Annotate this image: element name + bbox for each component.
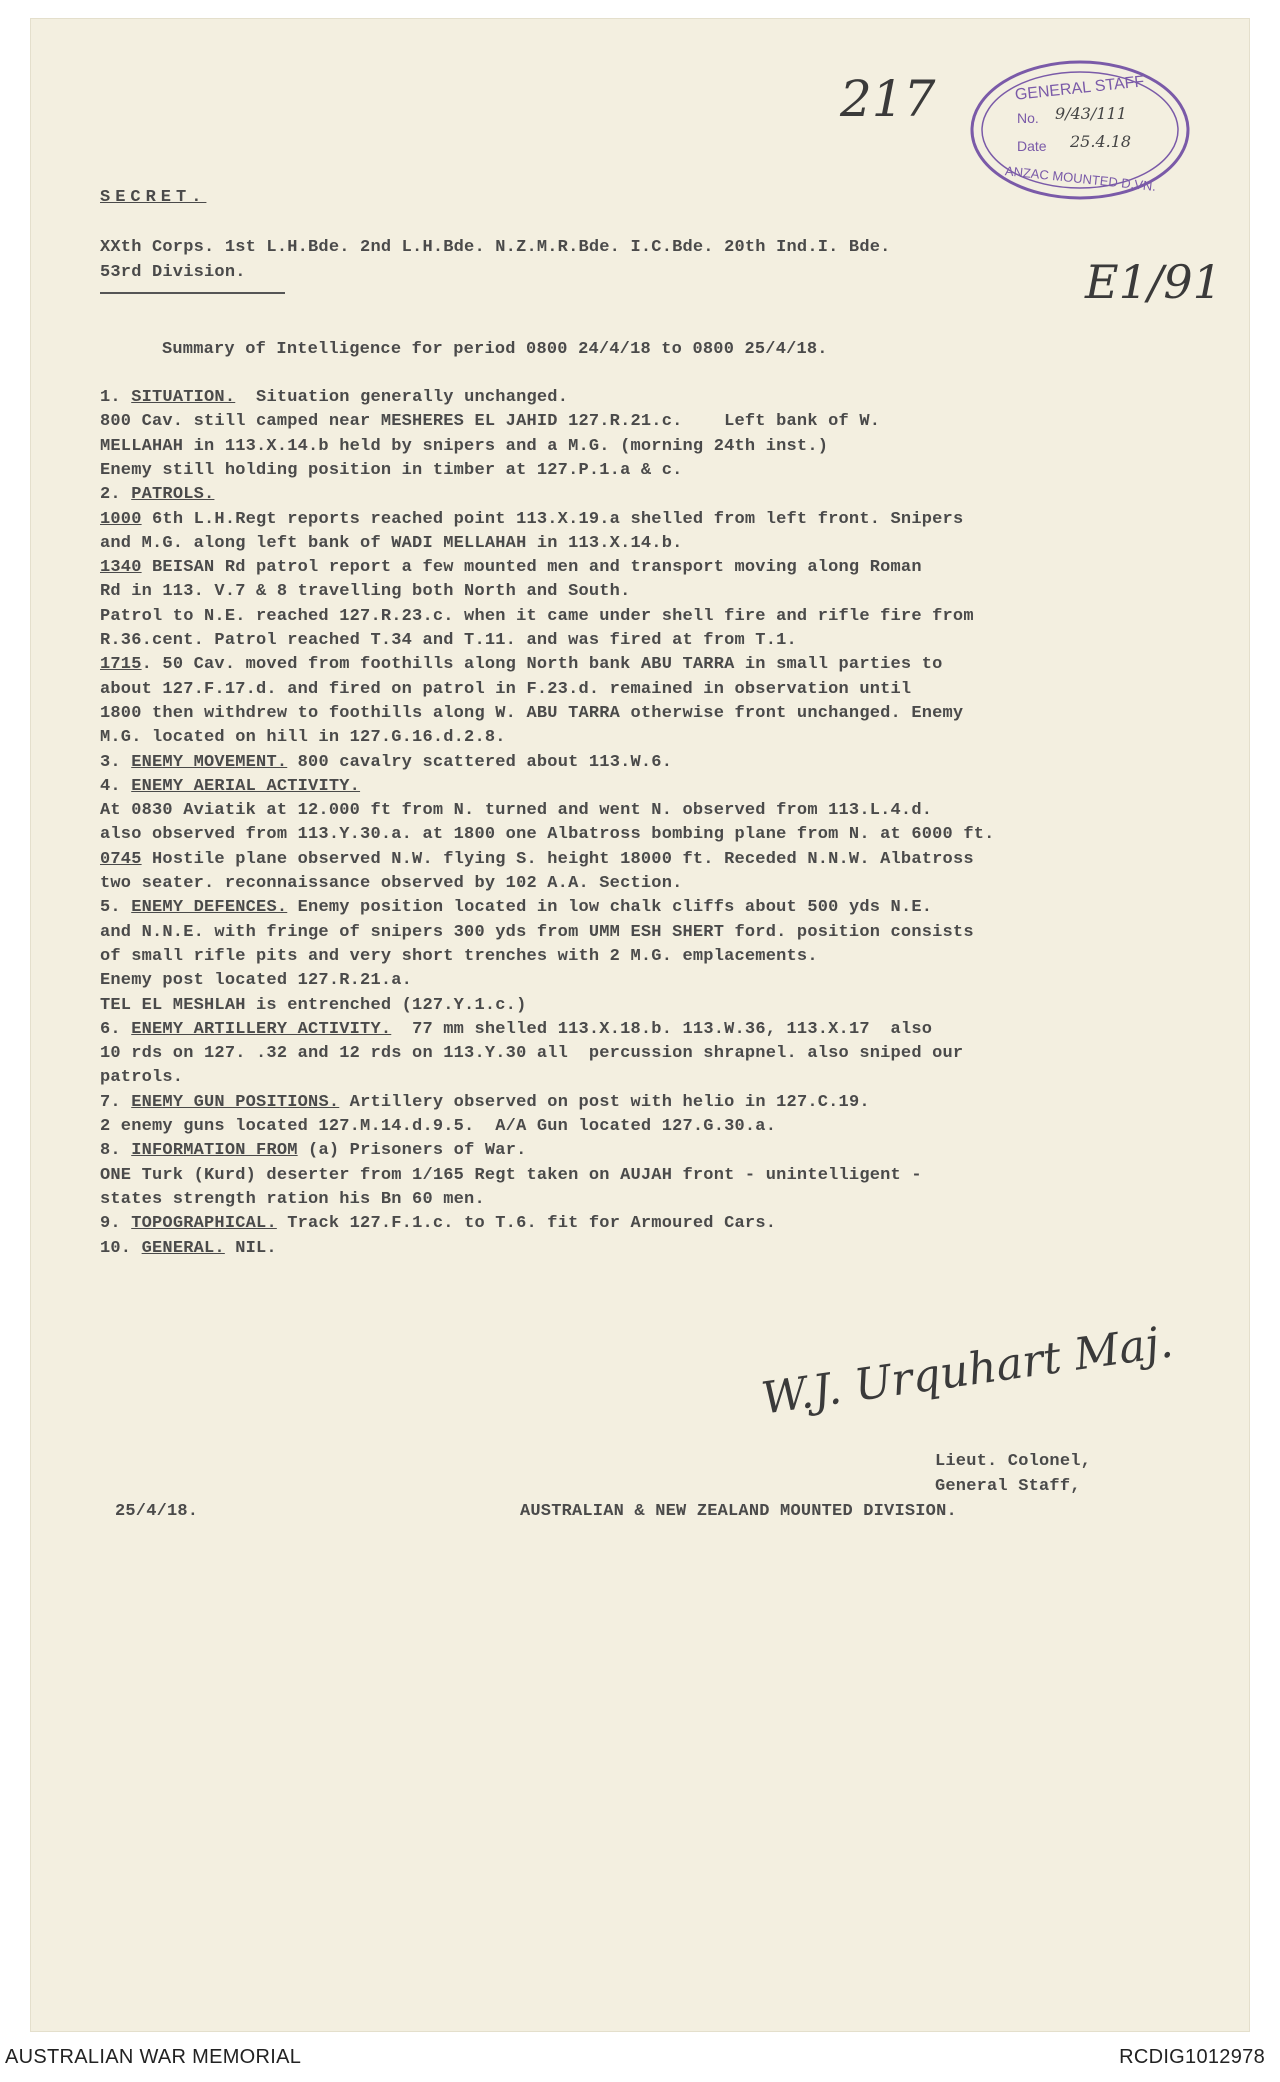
summary-line	[100, 680, 911, 699]
line-text: ONE Turk (Kurd) deserter from 1/165 Regt taken on AUJAH front - unintelligent -	[100, 1166, 922, 1185]
summary-line	[100, 582, 631, 601]
summary-line	[100, 1190, 485, 1209]
section-heading: TOPOGRAPHICAL.	[131, 1214, 277, 1233]
line-text: Track 127.F.1.c. to T.6. fit for Armoured Cars.	[276, 1214, 777, 1233]
line-text: NIL.	[224, 1239, 277, 1258]
line-text: 6th L.H.Regt reports reached point 113.X.19.a shelled from left front. Snipers	[141, 510, 964, 529]
distribution-line-1: XXth Corps. 1st L.H.Bde. 2nd L.H.Bde. N.Z.M.R.Bde. I.C.Bde. 20th Ind.I. Bde.	[100, 238, 891, 257]
summary-line	[100, 704, 963, 723]
summary-line	[100, 558, 922, 577]
section-heading: 0745	[100, 850, 142, 869]
line-text: Patrol to N.E. reached 127.R.23.c. when it came under shell fire and rifle fire from	[100, 607, 974, 626]
item-number: 6.	[100, 1020, 132, 1039]
section-heading: PATROLS.	[131, 485, 215, 504]
line-text: At 0830 Aviatik at 12.000 ft from N. turned and went N. observed from 113.L.4.d.	[100, 801, 933, 820]
line-text: about 127.F.17.d. and fired on patrol in F.23.d. remained in observation until	[100, 680, 912, 699]
section-heading: ENEMY DEFENCES.	[131, 898, 288, 917]
summary-line	[100, 607, 974, 626]
summary-line	[100, 971, 412, 990]
summary-line	[100, 412, 880, 431]
summary-line	[100, 874, 683, 893]
footer-institution: AUSTRALIAN WAR MEMORIAL	[5, 2046, 302, 2068]
line-text: and M.G. along left bank of WADI MELLAHAH in 113.X.14.b.	[100, 534, 683, 553]
line-text: patrols.	[100, 1068, 184, 1087]
section-heading: 1715	[100, 655, 142, 674]
summary-line	[100, 1166, 922, 1185]
line-text: Enemy post located 127.R.21.a.	[100, 971, 413, 990]
line-text: M.G. located on hill in 127.G.16.d.2.8.	[100, 728, 506, 747]
line-text: Situation generally unchanged.	[235, 388, 569, 407]
line-text: states strength ration his Bn 60 men.	[100, 1190, 485, 1209]
item-number: 8.	[100, 1141, 132, 1160]
section-heading: ENEMY ARTILLERY ACTIVITY.	[131, 1020, 392, 1039]
line-text: 800 Cav. still camped near MESHERES EL JAHID 127.R.21.c. Left bank of W.	[100, 412, 881, 431]
line-text: MELLAHAH in 113.X.14.b held by snipers and a M.G. (morning 24th inst.)	[100, 437, 829, 456]
section-heading: 1000	[100, 510, 142, 529]
line-text: (a) Prisoners of War.	[297, 1141, 527, 1160]
summary-line	[100, 850, 974, 869]
secret-heading: SECRET.	[100, 188, 207, 207]
summary-line	[100, 1068, 183, 1087]
line-text: two seater. reconnaissance observed by 102 A.A. Section.	[100, 874, 683, 893]
line-text: R.36.cent. Patrol reached T.34 and T.11. and was fired at from T.1.	[100, 631, 797, 650]
summary-line	[100, 631, 797, 650]
item-number: 2.	[100, 485, 132, 504]
summary-line	[100, 825, 995, 844]
handwritten-file-reference: E1/91	[1085, 255, 1222, 309]
summary-line	[100, 801, 932, 820]
summary-line	[100, 485, 214, 504]
line-text: 10 rds on 127. .32 and 12 rds on 113.Y.30 all percussion shrapnel. also sniped our	[100, 1044, 964, 1063]
line-text: 800 cavalry scattered about 113.W.6.	[287, 753, 673, 772]
document-date: 25/4/18.	[115, 1502, 199, 1521]
summary-line	[100, 534, 683, 553]
item-number: 1.	[100, 388, 132, 407]
stamp-date-value: 25.4.18	[1070, 132, 1132, 151]
signatory-role: General Staff,	[935, 1477, 1081, 1496]
line-text: also observed from 113.Y.30.a. at 1800 one Albatross bombing plane from N. at 6000 ft.	[100, 825, 995, 844]
item-number: 5.	[100, 898, 132, 917]
summary-line	[100, 388, 568, 407]
summary-line	[100, 996, 526, 1015]
summary-line	[100, 753, 672, 772]
section-heading: INFORMATION FROM	[131, 1141, 298, 1160]
division-name: AUSTRALIAN & NEW ZEALAND MOUNTED DIVISION.	[520, 1502, 957, 1521]
section-heading: SITUATION.	[131, 388, 236, 407]
section-heading: GENERAL.	[141, 1239, 225, 1258]
section-heading: ENEMY AERIAL ACTIVITY.	[131, 777, 361, 796]
section-heading: ENEMY MOVEMENT.	[131, 753, 288, 772]
summary-line	[100, 655, 943, 674]
line-text: Artillery observed on post with helio in 127.C.19.	[339, 1093, 870, 1112]
signatory-rank: Lieut. Colonel,	[935, 1452, 1092, 1471]
summary-line	[100, 437, 828, 456]
item-number: 7.	[100, 1093, 132, 1112]
stamp-bottom-text: ANZAC MOUNTED D.VN.	[1004, 163, 1157, 194]
summary-line	[100, 1239, 277, 1258]
item-number: 3.	[100, 753, 132, 772]
summary-line	[100, 1093, 870, 1112]
stamp-date-label: Date	[1017, 138, 1047, 154]
summary-line	[100, 898, 932, 917]
line-text: 1800 then withdrew to foothills along W. ABU TARRA otherwise front unchanged. Enemy	[100, 704, 964, 723]
line-text: Enemy position located in low chalk cliffs about 500 yds N.E.	[287, 898, 933, 917]
summary-line	[100, 1020, 932, 1039]
line-text: and N.N.E. with fringe of snipers 300 yds from UMM ESH SHERT ford. position consists	[100, 923, 974, 942]
line-text: 2 enemy guns located 127.M.14.d.9.5. A/A Gun located 127.G.30.a.	[100, 1117, 777, 1136]
summary-line	[100, 461, 683, 480]
handwritten-signature: W.J. Urquhart Maj.	[758, 1316, 1177, 1425]
header-rule	[100, 292, 285, 294]
distribution-line-2: 53rd Division.	[100, 263, 246, 282]
stamp-no-label: No.	[1017, 110, 1039, 126]
line-text: Enemy still holding position in timber at 127.P.1.a & c.	[100, 461, 683, 480]
line-text: 77 mm shelled 113.X.18.b. 113.W.36, 113.X.17 also	[391, 1020, 933, 1039]
line-text: Hostile plane observed N.W. flying S. height 18000 ft. Receded N.N.W. Albatross	[141, 850, 974, 869]
item-number: 10.	[100, 1239, 142, 1258]
summary-line	[100, 510, 963, 529]
line-text: Rd in 113. V.7 & 8 travelling both North and South.	[100, 582, 631, 601]
item-number: 4.	[100, 777, 132, 796]
stamp-top-text: GENERAL STAFF	[1014, 73, 1145, 104]
item-number: 9.	[100, 1214, 132, 1233]
footer-catalogue-id: RCDIG1012978	[1119, 2046, 1265, 2068]
summary-line	[100, 1141, 527, 1160]
line-text: BEISAN Rd patrol report a few mounted men and transport moving along Roman	[141, 558, 922, 577]
summary-title: Summary of Intelligence for period 0800 24/4/18 to 0800 25/4/18.	[162, 340, 828, 359]
section-heading: 1340	[100, 558, 142, 577]
summary-line	[100, 728, 506, 747]
line-text: . 50 Cav. moved from foothills along North bank ABU TARRA in small parties to	[141, 655, 943, 674]
summary-line	[100, 947, 818, 966]
summary-line	[100, 1214, 776, 1233]
section-heading: ENEMY GUN POSITIONS.	[131, 1093, 340, 1112]
summary-line	[100, 777, 360, 796]
stamp-no-value: 9/43/111	[1055, 104, 1127, 123]
line-text: of small rifle pits and very short trenches with 2 M.G. emplacements.	[100, 947, 818, 966]
line-text: TEL EL MESHLAH is entrenched (127.Y.1.c.)	[100, 996, 527, 1015]
handwritten-page-number: 217	[840, 70, 936, 128]
summary-line	[100, 1044, 963, 1063]
summary-line	[100, 923, 974, 942]
summary-line	[100, 1117, 776, 1136]
general-staff-stamp	[965, 55, 1195, 205]
